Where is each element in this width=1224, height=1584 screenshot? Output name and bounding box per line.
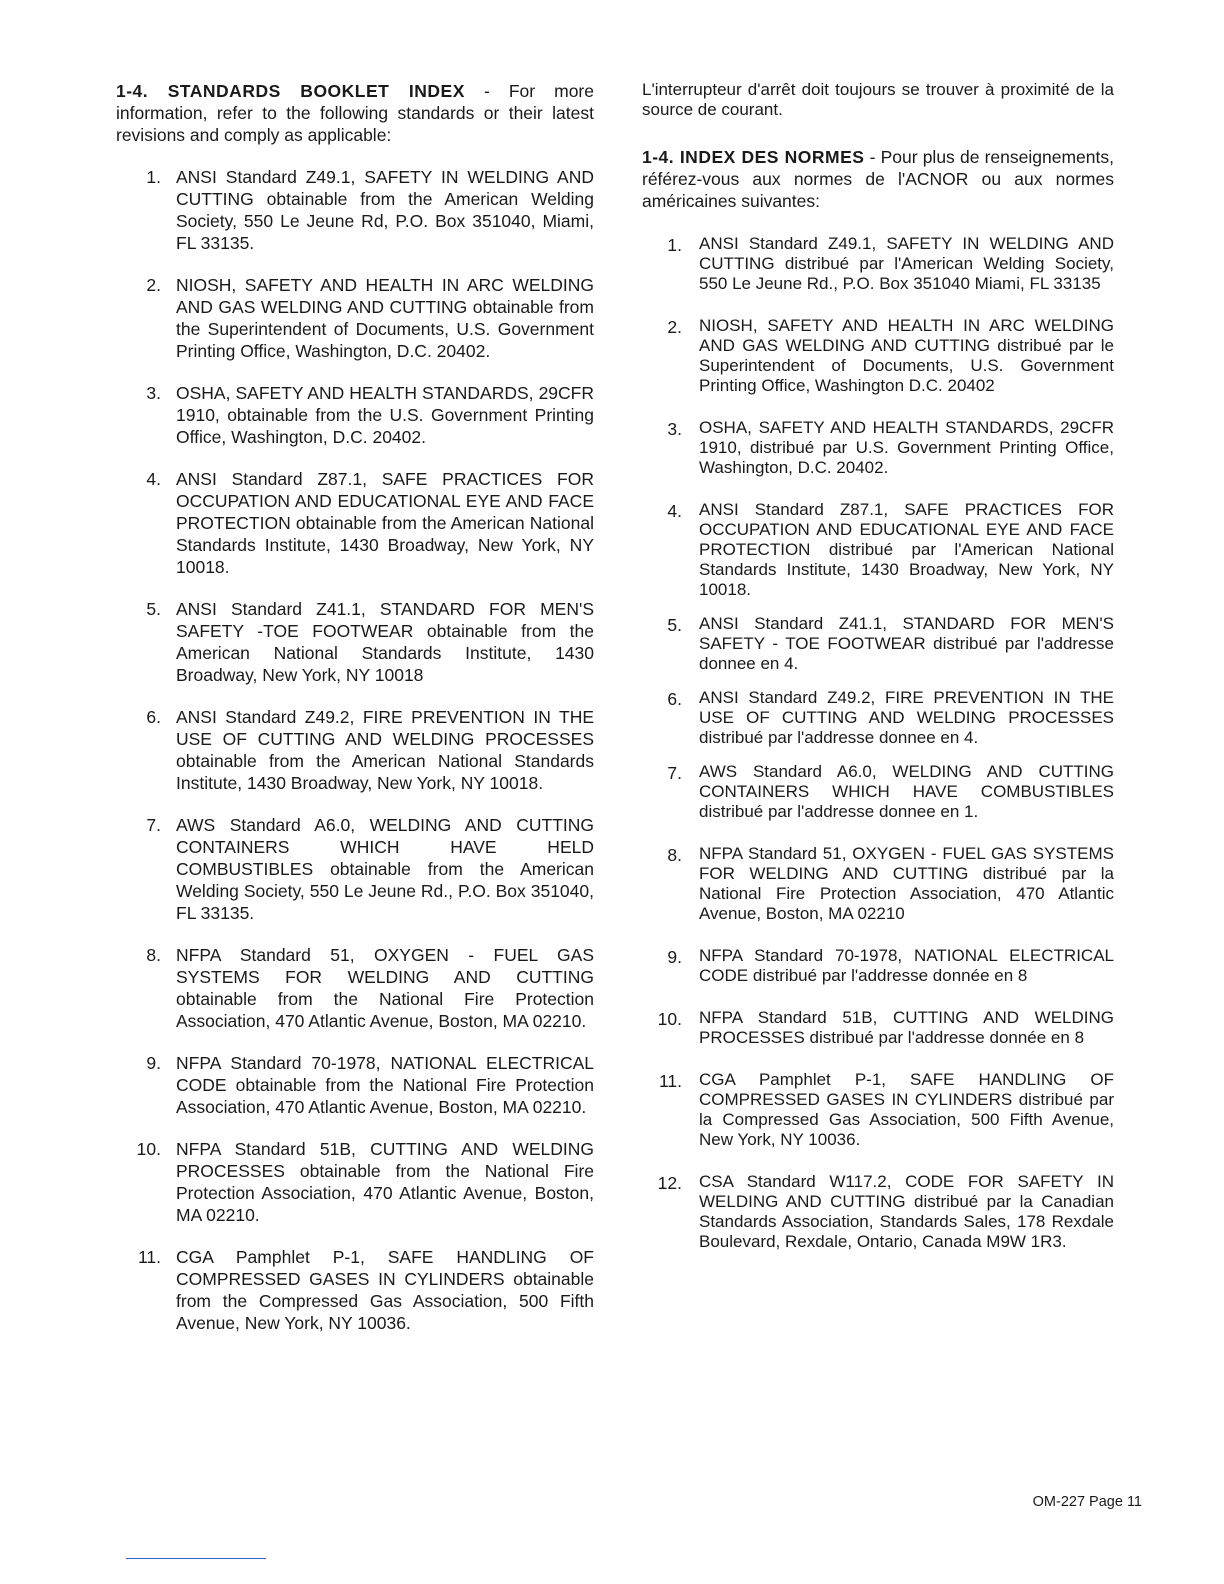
item-text: NFPA Standard 51, OXYGEN - FUEL GAS SYSTEMS FOR WELDING AND CUTTING distribué par la National Fire Protection Association, 470 Atlantic Avenue, Boston, MA 02210 xyxy=(699,844,1114,923)
item-number: 10. xyxy=(136,1139,161,1159)
item-text: ANSI Standard Z49.2, FIRE PREVENTION IN THE USE OF CUTTING AND WELDING PROCESSES obtainable from the American National Standards Institute, 1430 Broadway, New York, NY 10018. xyxy=(176,707,594,793)
list-item xyxy=(642,316,1114,396)
item-text: ANSI Standard Z41.1, STANDARD FOR MEN'S SAFETY -TOE FOOTWEAR obtainable from the American National Standards Institute, 1430 Broadway, New York, NY 10018 xyxy=(176,599,594,685)
item-number: 3. xyxy=(146,383,161,403)
list-item xyxy=(116,944,594,1032)
list-item xyxy=(642,418,1114,478)
item-number: 1. xyxy=(667,235,682,255)
item-text: ANSI Standard Z49.2, FIRE PREVENTION IN THE USE OF CUTTING AND WELDING PROCESSES distribué par l'addresse donnee en 4. xyxy=(699,688,1114,747)
list-item xyxy=(642,234,1114,294)
list-item xyxy=(642,762,1114,822)
item-number: 8. xyxy=(667,845,682,865)
item-text: ANSI Standard Z49.1, SAFETY IN WELDING AND CUTTING obtainable from the American Welding Society, 550 Le Jeune Rd, P.O. Box 351040, Miami, FL 33135. xyxy=(176,167,594,253)
list-item xyxy=(642,1172,1114,1252)
item-text: CGA Pamphlet P-1, SAFE HANDLING OF COMPRESSED GASES IN CYLINDERS obtainable from the Compressed Gas Association, 500 Fifth Avenue, New York, NY 10036. xyxy=(176,1247,594,1333)
item-number: 12. xyxy=(657,1173,682,1193)
item-number: 10. xyxy=(657,1009,682,1029)
section-title-fr: 1-4. INDEX DES NORMES xyxy=(642,147,865,167)
item-number: 4. xyxy=(146,469,161,489)
list-item xyxy=(116,598,594,686)
item-number: 7. xyxy=(667,763,682,783)
list-item xyxy=(116,1138,594,1226)
item-number: 11. xyxy=(137,1247,161,1267)
standards-list-en xyxy=(116,166,594,1334)
item-text: ANSI Standard Z49.1, SAFETY IN WELDING AND CUTTING distribué par l'American Welding Society, 550 Le Jeune Rd., P.O. Box 351040 Miami, FL 33135 xyxy=(699,234,1114,293)
section-heading-fr xyxy=(642,146,1114,212)
list-item xyxy=(642,614,1114,674)
item-number: 7. xyxy=(146,815,161,835)
list-item xyxy=(116,1246,594,1334)
item-text: AWS Standard A6.0, WELDING AND CUTTING CONTAINERS WHICH HAVE COMBUSTIBLES distribué par l'addresse donnee en 1. xyxy=(699,762,1114,821)
switch-note-fr: L'interrupteur d'arrêt doit toujours se trouver à proximité de la source de courant. xyxy=(642,80,1114,119)
list-item xyxy=(642,688,1114,748)
item-number: 8. xyxy=(146,945,161,965)
list-item xyxy=(642,844,1114,924)
item-number: 5. xyxy=(146,599,161,619)
item-text: NFPA Standard 51B, CUTTING AND WELDING PROCESSES obtainable from the National Fire Protection Association, 470 Atlantic Avenue, Boston, MA 02210. xyxy=(176,1139,594,1225)
section-intro-fr: - Pour plus de renseignements, référez-vous aux normes de l'ACNOR ou aux normes américaines suivantes: xyxy=(642,147,1114,211)
item-number: 2. xyxy=(667,317,682,337)
list-item xyxy=(116,468,594,578)
section-intro-en: - For more information, refer to the following standards or their latest revisions and comply as applicable: xyxy=(116,81,594,145)
item-text: OSHA, SAFETY AND HEALTH STANDARDS, 29CFR 1910, obtainable from the U.S. Government Printing Office, Washington, D.C. 20402. xyxy=(176,383,594,447)
item-text: NFPA Standard 70-1978, NATIONAL ELECTRICAL CODE distribué par l'addresse donnée en 8 xyxy=(699,946,1114,985)
item-text: NIOSH, SAFETY AND HEALTH IN ARC WELDING AND GAS WELDING AND CUTTING distribué par le Superintendent of Documents, U.S. Government Printing Office, Washington D.C. 20402 xyxy=(699,316,1114,395)
list-item xyxy=(642,500,1114,600)
page-mark-line xyxy=(126,1558,266,1559)
item-number: 5. xyxy=(667,615,682,635)
item-number: 1. xyxy=(146,167,161,187)
list-item xyxy=(116,274,594,362)
section-heading-en xyxy=(116,80,594,146)
list-item xyxy=(116,1052,594,1118)
item-text: ANSI Standard Z87.1, SAFE PRACTICES FOR OCCUPATION AND EDUCATIONAL EYE AND FACE PROTECTION obtainable from the American National Standards Institute, 1430 Broadway, New York, NY 10018. xyxy=(176,469,594,577)
item-number: 9. xyxy=(667,947,682,967)
item-number: 6. xyxy=(667,689,682,709)
standards-list-fr xyxy=(642,234,1114,1252)
item-text: NFPA Standard 70-1978, NATIONAL ELECTRICAL CODE obtainable from the National Fire Protection Association, 470 Atlantic Avenue, Boston, MA 02210. xyxy=(176,1053,594,1117)
item-text: NFPA Standard 51, OXYGEN - FUEL GAS SYSTEMS FOR WELDING AND CUTTING obtainable from the National Fire Protection Association, 470 Atlantic Avenue, Boston, MA 02210. xyxy=(176,945,594,1031)
list-item xyxy=(116,166,594,254)
section-title-en: 1-4. STANDARDS BOOKLET INDEX xyxy=(116,81,465,101)
right-column xyxy=(642,80,1114,1252)
item-number: 9. xyxy=(146,1053,161,1073)
left-column xyxy=(116,80,594,1334)
item-number: 3. xyxy=(667,419,682,439)
item-text: NFPA Standard 51B, CUTTING AND WELDING PROCESSES distribué par l'addresse donnée en 8 xyxy=(699,1008,1114,1047)
list-item xyxy=(116,814,594,924)
item-number: 4. xyxy=(667,501,682,521)
item-number: 2. xyxy=(146,275,161,295)
item-text: ANSI Standard Z87.1, SAFE PRACTICES FOR OCCUPATION AND EDUCATIONAL EYE AND FACE PROTECTION distribué par l'American National Standards Institute, 1430 Broadway, New York, NY 10018. xyxy=(699,500,1114,599)
item-text: OSHA, SAFETY AND HEALTH STANDARDS, 29CFR 1910, distribué par U.S. Government Printing Office, Washington, D.C. 20402. xyxy=(699,418,1114,477)
list-item xyxy=(642,946,1114,986)
item-number: 6. xyxy=(146,707,161,727)
item-text: CGA Pamphlet P-1, SAFE HANDLING OF COMPRESSED GASES IN CYLINDERS distribué par la Compressed Gas Association, 500 Fifth Avenue, New York, NY 10036. xyxy=(699,1070,1114,1149)
item-number: 11. xyxy=(658,1071,682,1091)
page-footer: OM-227 Page 11 xyxy=(1032,1494,1142,1510)
item-text: AWS Standard A6.0, WELDING AND CUTTING CONTAINERS WHICH HAVE HELD COMBUSTIBLES obtainable from the American Welding Society, 550 Le Jeune Rd., P.O. Box 351040, FL 33135. xyxy=(176,815,594,923)
list-item xyxy=(116,706,594,794)
list-item xyxy=(116,382,594,448)
item-text: CSA Standard W117.2, CODE FOR SAFETY IN WELDING AND CUTTING distribué par la Canadian Standards Association, Standards Sales, 178 Rexdale Boulevard, Rexdale, Ontario, Canada M9W 1R3. xyxy=(699,1172,1114,1251)
item-text: ANSI Standard Z41.1, STANDARD FOR MEN'S SAFETY - TOE FOOTWEAR distribué par l'addresse donnee en 4. xyxy=(699,614,1114,673)
item-text: NIOSH, SAFETY AND HEALTH IN ARC WELDING AND GAS WELDING AND CUTTING obtainable from the Superintendent of Documents, U.S. Government Printing Office, Washington, D.C. 20402. xyxy=(176,275,594,361)
list-item xyxy=(642,1070,1114,1150)
list-item xyxy=(642,1008,1114,1048)
